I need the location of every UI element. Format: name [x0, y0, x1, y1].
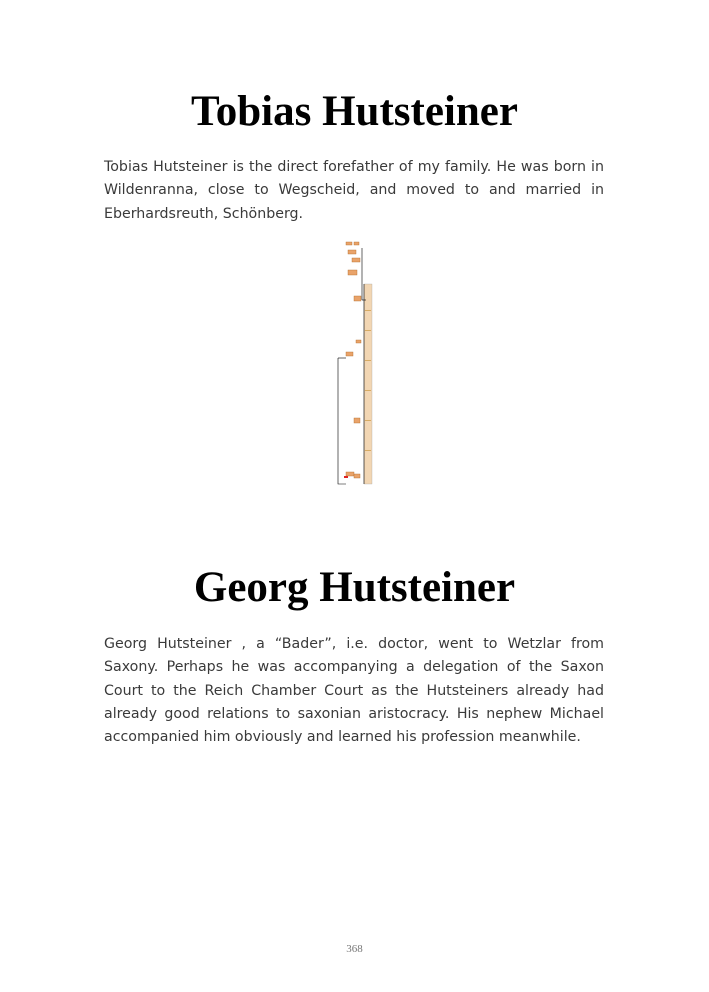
section-paragraph: Georg Hutsteiner , a “Bader”, i.e. doctor, went to Wetzlar from Saxony. Perhaps he was accompanying a delegation of the Saxon Court to the Reich Chamber Court as the Hutsteiners already had already good relations to saxonian aristocracy. His nephew Michael accompanied him obviously and learned his profession meanwhile. [104, 636, 604, 746]
section-title: Georg Hutsteiner [193, 564, 516, 611]
section-title: Tobias Hutsteiner [191, 88, 518, 135]
page-number: 368 [346, 943, 363, 955]
section-paragraph: Tobias Hutsteiner is the direct forefather of my family. He was born in Wildenranna, close to Wegscheid, and moved to and married in Eberhardsreuth, Schönberg. [104, 159, 604, 222]
family-tree-image [334, 240, 376, 490]
